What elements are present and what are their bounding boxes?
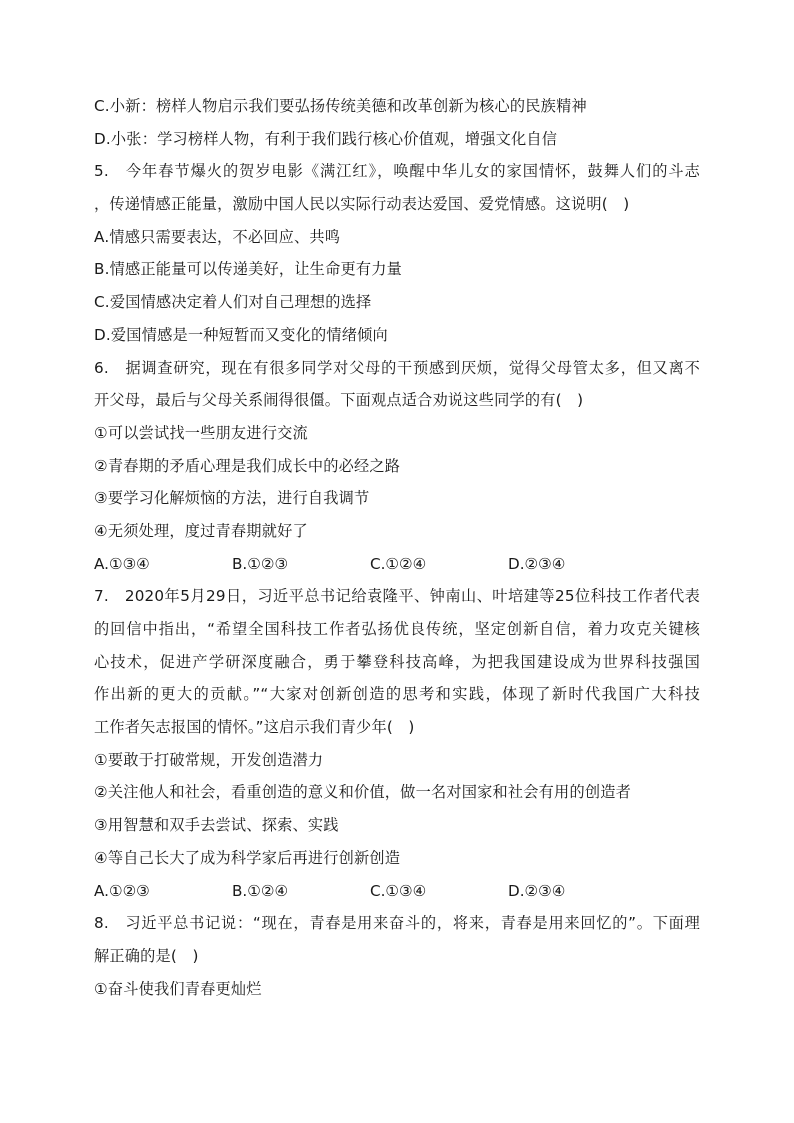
question-stem: 作出新的更大的贡献。”“大家对创新创造的思考和实践，体现了新时代我国广大科技: [94, 685, 700, 704]
question-stem: 5. 今年春节爆火的贺岁电影《满江红》，唤醒中华儿女的家国情怀，鼓舞人们的斗志: [94, 162, 700, 181]
answer-options: [94, 548, 700, 581]
statement-4: ④无须处理，度过青春期就好了: [94, 521, 308, 540]
choice-d: D.②③④: [508, 881, 566, 900]
question-stem: 开父母，最后与父母关系闹得很僵。下面观点适合劝说这些同学的有( ): [94, 391, 584, 410]
question-stem: 心技术，促进产学研深度融合，勇于攀登科技高峰，为把我国建设成为世界科技强国: [94, 652, 700, 671]
choice-c: C.①③④: [370, 881, 427, 900]
question-7: [94, 580, 700, 907]
option-d-line: D.小张：学习榜样人物，有利于我们践行核心价值观，增强文化自信: [94, 129, 558, 148]
question-stem: 解正确的是( ): [94, 946, 199, 965]
question-stem: ，传递情感正能量，激励中国人民以实际行动表达爱国、爱党情感。这说明( ): [94, 195, 630, 214]
choice-c: C.①②④: [370, 554, 427, 573]
statement-3: ③要学习化解烦恼的方法，进行自我调节: [94, 489, 370, 508]
choice-b: B.情感正能量可以传递美好，让生命更有力量: [94, 260, 403, 279]
choice-b: B.①②③: [232, 554, 289, 573]
choice-a: A.情感只需要表达，不必回应、共鸣: [94, 227, 341, 246]
choice-c: C.爱国情感决定着人们对自己理想的选择: [94, 293, 372, 312]
statement-1: ①奋斗使我们青春更灿烂: [94, 979, 262, 998]
choice-d: D.爱国情感是一种短暂而又变化的情绪倾向: [94, 325, 388, 344]
choice-a: A.①②③: [94, 881, 150, 900]
statement-1: ①要敢于打破常规，开发创造潜力: [94, 750, 324, 769]
statement-4: ④等自己长大了成为科学家后再进行创新创造: [94, 848, 401, 867]
statement-2: ②青春期的矛盾心理是我们成长中的必经之路: [94, 456, 401, 475]
question-stem: 工作者矢志报国的情怀。”这启示我们青少年( ): [94, 718, 415, 737]
statement-3: ③用智慧和双手去尝试、探索、实践: [94, 816, 339, 835]
statement-1: ①可以尝试找一些朋友进行交流: [94, 423, 308, 442]
choice-d: D.②③④: [508, 554, 566, 573]
question-5: [94, 155, 700, 351]
question-6: [94, 352, 700, 581]
question-stem: 6. 据调查研究，现在有很多同学对父母的干预感到厌烦，觉得父母管太多，但又离不: [94, 358, 700, 377]
option-c-line: C.小新：榜样人物启示我们要弘扬传统美德和改革创新为核心的民族精神: [94, 97, 587, 115]
question-8: [94, 907, 700, 1005]
choice-a: A.①③④: [94, 554, 150, 573]
answer-options: [94, 875, 700, 908]
question-stem: 7. 2020年5月29日，习近平总书记给袁隆平、钟南山、叶培建等25位科技工作者代表: [94, 587, 700, 606]
question-stem: 的回信中指出，“希望全国科技工作者弘扬优良传统，坚定创新自信，着力攻克关键核: [94, 620, 700, 638]
statement-2: ②关注他人和社会，看重创造的意义和价值，做一名对国家和社会有用的创造者: [94, 783, 631, 802]
question-stem: 8. 习近平总书记说：“现在，青春是用来奋斗的，将来，青春是用来回忆的”。下面理: [94, 914, 700, 933]
choice-b: B.①②④: [232, 881, 289, 900]
